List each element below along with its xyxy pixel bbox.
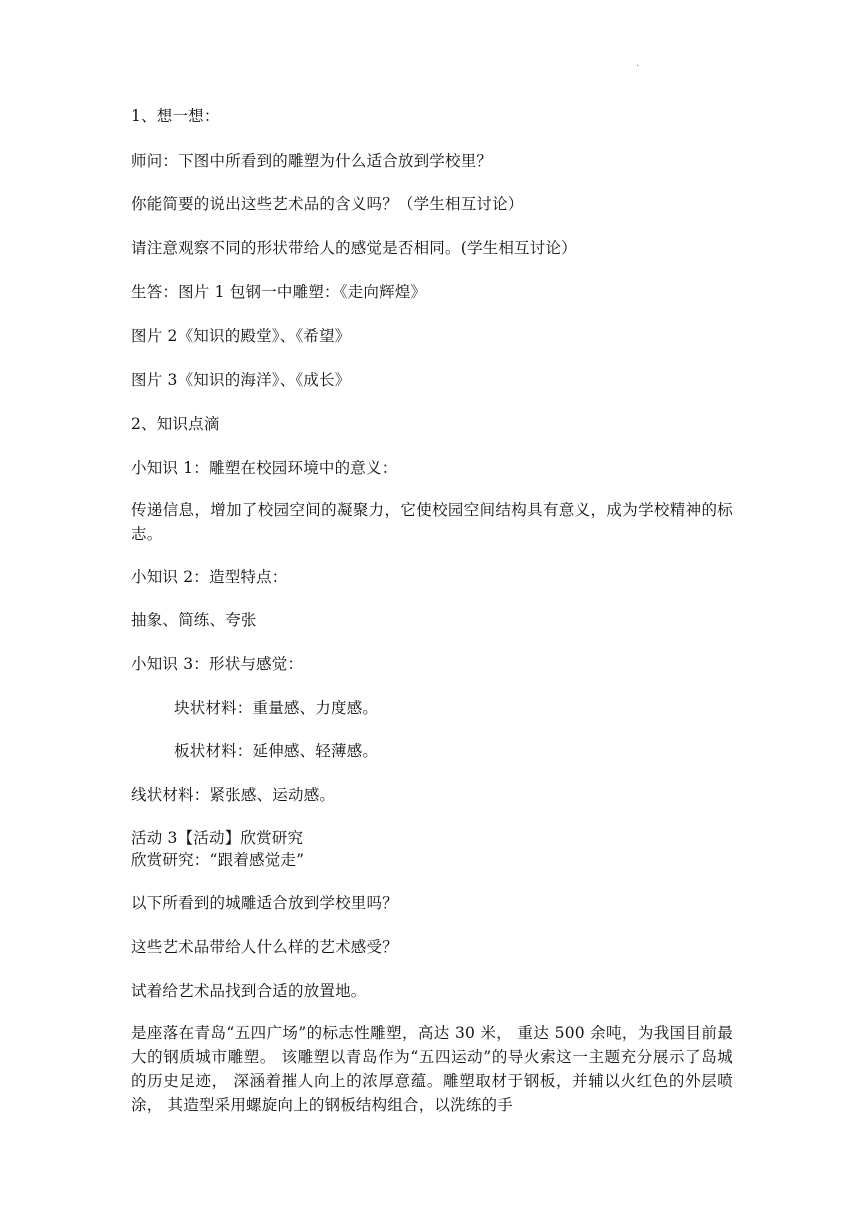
knowledge-1-text: 传递信息，增加了校园空间的凝聚力，它使校园空间结构具有意义，成为学校精神的标志。 bbox=[131, 501, 733, 543]
appreciation-title: 欣赏研究：“跟着感觉走” bbox=[131, 851, 305, 869]
heading-knowledge: 2、知识点滴 bbox=[131, 415, 220, 433]
knowledge-2-text: 抽象、简练、夸张 bbox=[131, 611, 257, 629]
picture-3-caption: 图片 3《知识的海洋》、《成长》 bbox=[131, 371, 351, 389]
question-shapes: 请注意观察不同的形状带给人的感觉是否相同。(学生相互讨论） bbox=[131, 239, 577, 257]
student-answer: 生答：图片 1 包钢一中雕塑：《走向辉煌》 bbox=[131, 283, 427, 301]
question-meaning: 你能简要的说出这些艺术品的含义吗？（学生相互讨论） bbox=[131, 195, 524, 213]
plate-material: 板状材料：延伸感、轻薄感。 bbox=[174, 742, 379, 760]
block-material: 块状材料：重量感、力度感。 bbox=[174, 699, 379, 717]
question-city-sculpture: 以下所看到的城雕适合放到学校里吗？ bbox=[131, 894, 398, 912]
activity-3-title: 活动 3【活动】欣赏研究 bbox=[131, 829, 304, 847]
header-dot: . bbox=[636, 58, 640, 69]
heading-think: 1、想一想： bbox=[131, 107, 220, 125]
knowledge-1-title: 小知识 1：雕塑在校园环境中的意义： bbox=[131, 459, 398, 477]
teacher-question: 师问：下图中所看到的雕塑为什么适合放到学校里？ bbox=[131, 152, 493, 170]
line-material: 线状材料：紧张感、运动感。 bbox=[131, 786, 336, 804]
task-placement: 试着给艺术品找到合适的放置地。 bbox=[131, 982, 367, 1000]
question-feeling: 这些艺术品带给人什么样的艺术感受？ bbox=[131, 938, 398, 956]
may-fourth-description: 是座落在青岛“五四广场”的标志性雕塑，高达 30 米， 重达 500 余吨，为我国目前最大的钢质城市雕塑。 该雕塑以青岛作为“五四运动”的导火索这一主题充分展示了岛城的历史足迹， 深涵着摧人向上的浓厚意蕴。雕塑取材于钢板，并辅以火红色的外层喷涂， 其造型采用螺旋向上的钢板结构组合，以洗练的手 bbox=[131, 1024, 733, 1114]
knowledge-3-title: 小知识 3：形状与感觉： bbox=[131, 655, 304, 673]
picture-2-caption: 图片 2《知识的殿堂》、《希望》 bbox=[131, 327, 351, 345]
knowledge-2-title: 小知识 2：造型特点： bbox=[131, 568, 288, 586]
